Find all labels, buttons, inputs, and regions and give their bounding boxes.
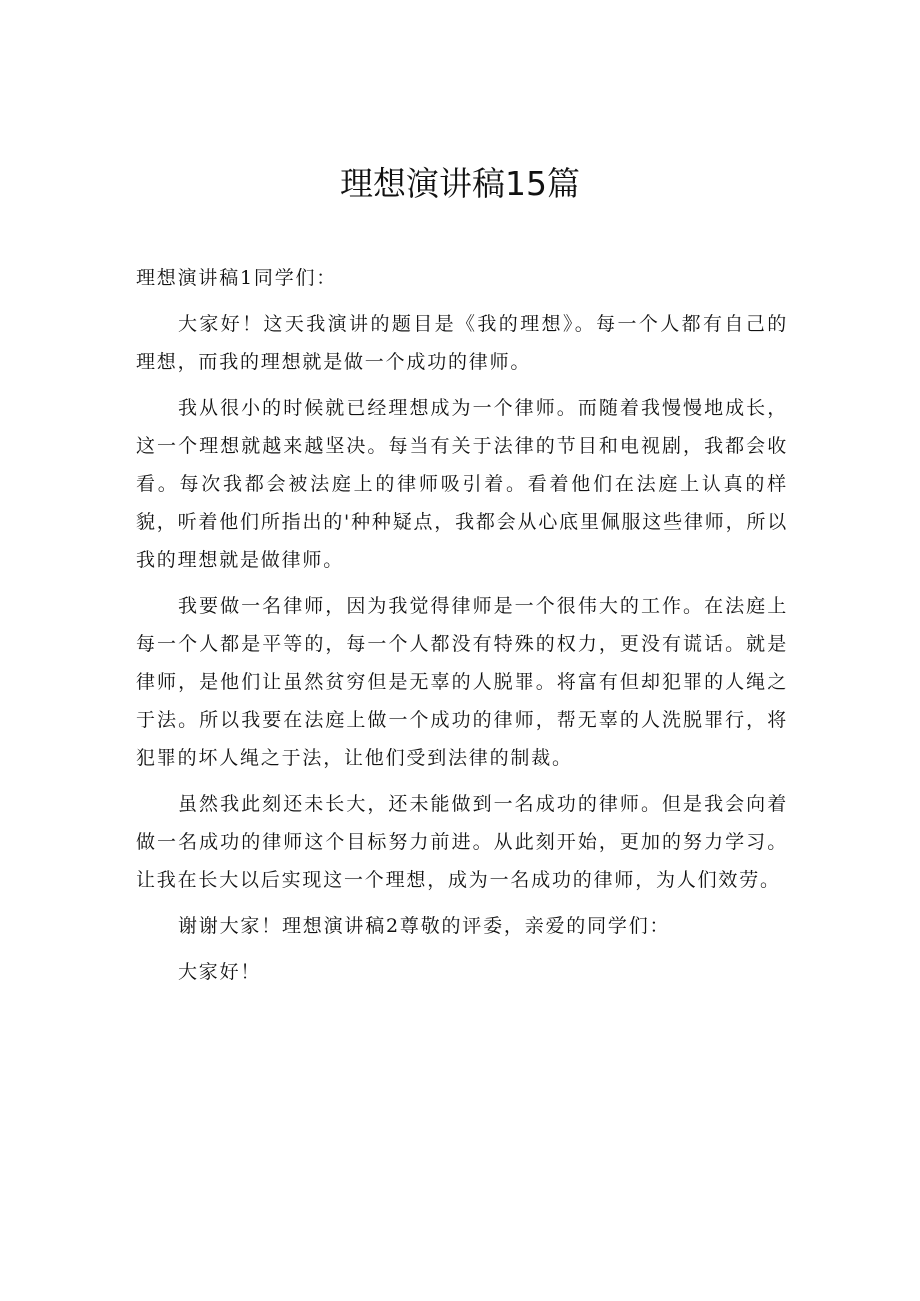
paragraph-intro: 大家好！这天我演讲的题目是《我的理想》。每一个人都有自己的理想，而我的理想就是做一个成功的律师。 <box>136 313 788 373</box>
paragraph-thanks: 谢谢大家！理想演讲稿2尊敬的评委，亲爱的同学们： <box>178 915 671 937</box>
document-title: 理想演讲稿15篇 <box>340 164 580 203</box>
paragraph-childhood-dream: 我从很小的时候就已经理想成为一个律师。而随着我慢慢地成长，这一个理想就越来越坚决。每当有关于法律的节目和电视剧，我都会收看。每次我都会被法庭上的律师吸引着。看着他们在法庭上认真的样貌，听着他们所指出的'种种疑点，我都会从心底里佩服这些律师，所以我的理想就是做律师。 <box>136 397 788 571</box>
paragraph-greeting-2: 大家好！ <box>178 961 262 983</box>
document-body <box>136 259 788 999</box>
paragraph-greeting: 理想演讲稿1同学们： <box>136 267 338 289</box>
paragraph-why-lawyer: 我要做一名律师，因为我觉得律师是一个很伟大的工作。在法庭上每一个人都是平等的，每一个人都没有特殊的权力，更没有谎话。就是律师，是他们让虽然贫穷但是无辜的人脱罪。将富有但却犯罪的人绳之于法。所以我要在法庭上做一个成功的律师，帮无辜的人洗脱罪行，将犯罪的坏人绳之于法，让他们受到法律的制裁。 <box>136 595 788 769</box>
paragraph-future-effort: 虽然我此刻还未长大，还未能做到一名成功的律师。但是我会向着做一名成功的律师这个目标努力前进。从此刻开始，更加的努力学习。让我在长大以后实现这一个理想，成为一名成功的律师，为人们效劳。 <box>136 793 788 891</box>
